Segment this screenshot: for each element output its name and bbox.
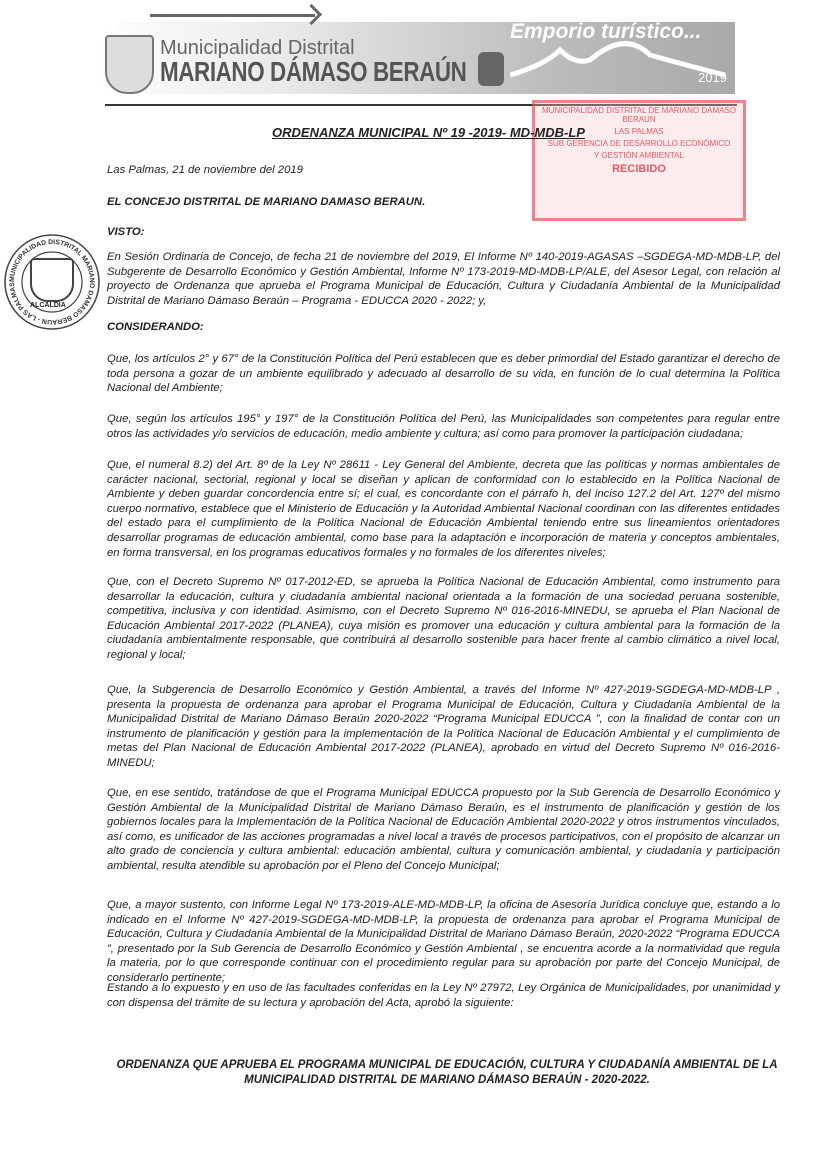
paragraph: Que, el numeral 8.2) del Art. 8º de la Ley Nº 28611 - Ley General del Ambiente, decreta que las políticas y normas ambientales de carácter nacional, sectorial, regional y local se diseñan y aplican de conformidad con lo establecido en la Política Nacional de Ambiente y deben guardar concordencia entre sí; el cual, es concordante con el párrafo h, del inciso 127.2 del Art. 127º del mismo cuerpo normativo, establece que el Ministerio de Educación y la Autoridad Ambiental Nacional coordinan con las diferentes entidades del estado para el cumplimiento de la Política Nacional de Educación Ambiental teniendo entre sus lineamientos orientadores desarrollar programas de educación ambiental, como base para la adaptación e incorporación de materia y conceptos ambientales, en forma transversal, en los programas educativos formales y no formales de los diferentes niveles; bbox=[107, 459, 780, 559]
paragraph: Que, la Subgerencia de Desarrollo Económico y Gestión Ambiental, a través del Informe Nº 427-2019-SGDEGA-MD-MDB-LP , presenta la propuesta de ordenanza para aprobar el Programa Municipal de Educación, Cultura y Ciudadanía Ambiental de la Municipalidad Distrital de Mariano Dámaso Beraún 2020-2022 “Programa Municipal EDUCCA ”, con la finalidad de contar con un instrumento de planificación y gestión para la implementación de la Política Nacional de Educación Ambiental y el cumplimiento de metas del Plan Nacional de Educación Ambiental 2017-2022 (PLANEA), aprobado en virtud del Decreto Supremo Nº 016-2016-MINEDU; bbox=[107, 684, 780, 769]
arrowhead-icon bbox=[301, 4, 322, 25]
letterhead-line2: MARIANO DÁMASO BERAÚN bbox=[160, 56, 467, 87]
paragraph: Que, según los artículos 195° y 197° de la Constitución Política del Perú, las Municipalidades son competentes para regular entre otros las actividades y/o servicios de educación, medio ambiente y cultura; así como para promover la participación ciudadana; bbox=[107, 413, 780, 440]
stamp-line: SUB GERENCIA DE DESARROLLO ECONÓMICO bbox=[547, 139, 731, 148]
municipal-crest-icon bbox=[105, 35, 154, 94]
seal-crest-icon bbox=[30, 258, 74, 302]
stamp-line: Y GESTIÓN AMBIENTAL bbox=[594, 151, 684, 160]
title-text: ORDENANZA MUNICIPAL Nº 19 -2019- MD-MDB-LP bbox=[272, 125, 585, 140]
thumbs-up-icon bbox=[478, 52, 504, 86]
visto-heading: VISTO: bbox=[107, 226, 145, 238]
letterhead-line1: Municipalidad Distrital bbox=[160, 37, 355, 59]
stamp-line: MUNICIPALIDAD DISTRITAL DE MARIANO DAMASO BERAUN bbox=[541, 106, 737, 124]
paragraph: Que, en ese sentido, tratándose de que el Programa Municipal EDUCCA propuesto por la Sub Gerencia de Desarrollo Económico y Gestión Ambiental de la Municipalidad Distrital de Mariano Dámaso Beraún, es el instrumento de planificación y gestión de los gobiernos locales para la Implementación de la Política Nacional de Educación Ambiental 2020-2022 y otros instrumentos vinculados, así como, es unificador de las acciones programadas a nivel local a través de procesos participativos, con el propósito de alcanzar un alto grado de conciencia y cultura ambiental: educación ambiental, cultura y comunicación ambiental, y ciudadanía y participación ambiental, resulta atendible su aprobación por el Pleno del Concejo Municipal; bbox=[107, 787, 780, 872]
document-title bbox=[0, 125, 827, 140]
letterhead-year: 2019 bbox=[698, 70, 727, 85]
ordinance-title: ORDENANZA QUE APRUEBA EL PROGRAMA MUNICIPAL DE EDUCACIÓN, CULTURA Y CIUDADANÍA AMBIENTAL DE LA MUNICIPALIDAD DISTRITAL DE MARIANO DÁMASO BERAÚN - 2020-2022. bbox=[116, 1059, 778, 1086]
arrow-icon bbox=[150, 14, 315, 17]
paragraph: Estando a lo expuesto y en uso de las facultades conferidas en la Ley Nº 27972, Ley Orgánica de Municipalidades, por unanimidad y con dispensa del trámite de su lectura y aprobación del Acta, aprobó la siguiente: bbox=[107, 982, 780, 1009]
stamp-line: LAS PALMAS bbox=[614, 127, 664, 136]
letterhead-slogan: Emporio turístico... bbox=[510, 20, 702, 43]
visto-paragraph: En Sesión Ordinaria de Concejo, de fecha 21 de noviembre del 2019, El Informe Nº 140-2019-AGASAS –SGDEGA-MD-MDB-LP, del Subgerente de Desarrollo Económico y Gestión Ambiental, Informe Nº 173-2019-MD-MDB-LP/ALE, del Asesor Legal, con relación al proyecto de Ordenanza que aprueba el Programa Municipal de Educación, Cultura y Ciudadanía Ambiental de la Municipalidad Distrital de Mariano Dámaso Beraún – Programa - EDUCCA 2020 - 2022; y, bbox=[107, 251, 780, 307]
paragraph: Que, a mayor sustento, con Informe Legal Nº 173-2019-ALE-MD-MDB-LP, la oficina de Asesoría Jurídica concluye que, estando a lo indicado en el Informe Nº 427-2019-SGDEGA-MD-MDB-LP, la propuesta de ordenanza para aprobar el Programa Municipal de Educación, Cultura y Ciudadanía Ambiental de la Municipalidad Distrital de Mariano Dámaso Beraún, 2020-2022 “Programa EDUCCA ”, presentado por la Sub Gerencia de Desarrollo Económico y Gestión Ambiental , se encuentra acorde a la normatividad que regula la materia, por lo que corresponde continuar con el procedimiento regular para su aprobación por parte del Concejo Municipal, de considerarlo pertinente; bbox=[107, 899, 780, 984]
stamp-line: RECIBIDO bbox=[612, 163, 666, 175]
date-line: Las Palmas, 21 de noviembre del 2019 bbox=[107, 164, 303, 176]
paragraph: Que, con el Decreto Supremo Nº 017-2012-ED, se aprueba la Política Nacional de Educación Ambiental, como instrumento para desarrollar la educación, cultura y ciudadanía ambiental nacional orientada a la formación de una sociedad peruana sostenible, competitiva, inclusiva y con identidad. Asimismo, con el Decreto Supremo Nº 016-2016-MINEDU, se aprueba el Plan Nacional de Educación Ambiental 2017-2022 (PLANEA), cuya misión es promover una educación y cultura ambiental para la formación de la ciudadanía ambientalmente responsable, que contribuirá al desarrollo sostenible para hacer frente al cambio climático a nivel local, regional y local; bbox=[107, 576, 780, 661]
paragraph: Que, los artículos 2° y 67° de la Constitución Política del Perú establecen que es deber primordial del Estado garantizar el derecho de toda persona a gozar de un ambiente equilibrado y adecuado al desarrollo de su vida, en función de lo cual determina la Política Nacional del Ambiente; bbox=[107, 353, 780, 395]
seal-center-text: ALCALDIA bbox=[30, 302, 66, 309]
considerando-heading: CONSIDERANDO: bbox=[107, 321, 204, 333]
seal-ring-text: MUNICIPALIDAD DISTRITAL MARIANO DAMASO BERAUN - LAS PALMAS bbox=[8, 238, 96, 326]
council-heading: EL CONCEJO DISTRITAL DE MARIANO DAMASO BERAUN. bbox=[107, 196, 426, 208]
